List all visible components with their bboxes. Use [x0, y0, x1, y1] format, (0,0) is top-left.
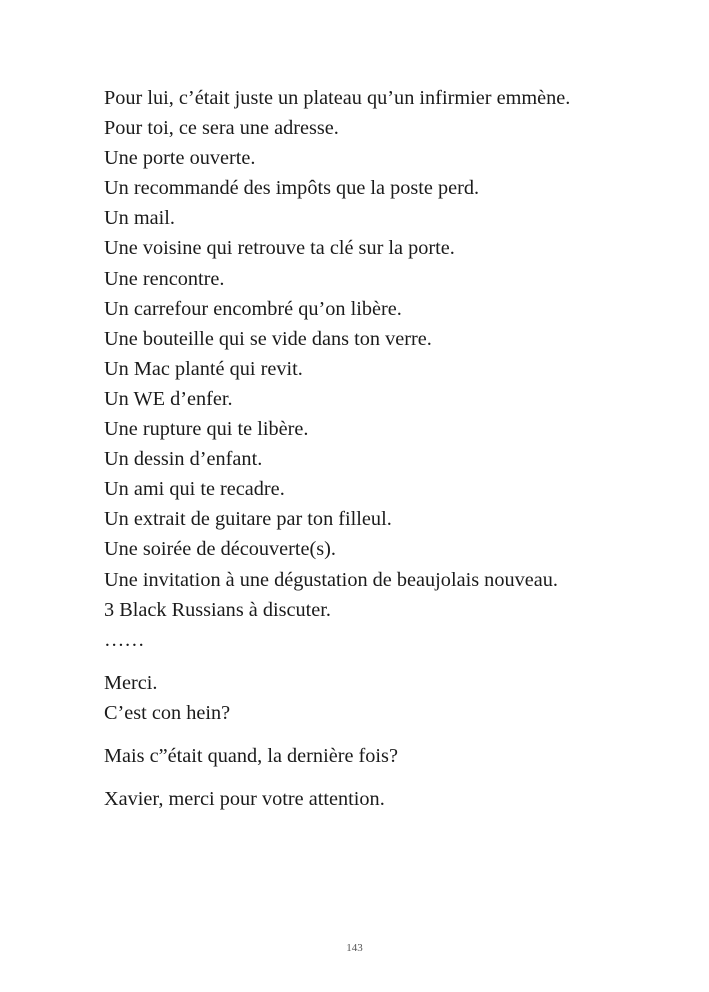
text-line: Mais c”était quand, la dernière fois? — [104, 744, 398, 767]
text-line: Un ami qui te recadre. — [104, 478, 285, 501]
text-line: Une soirée de découverte(s). — [104, 538, 336, 561]
text-line: Un recommandé des impôts que la poste perd. — [104, 177, 480, 200]
page-number: 143 — [346, 942, 363, 954]
text-line: Une rupture qui te libère. — [104, 418, 309, 441]
ellipsis-line: …… — [104, 628, 145, 651]
text-line: Une voisine qui retrouve ta clé sur la porte. — [104, 237, 455, 260]
text-line: C’est con hein? — [104, 701, 231, 724]
text-line: Pour lui, c’était juste un plateau qu’un infirmier emmène. — [104, 87, 571, 109]
text-line: Pour toi, ce sera une adresse. — [104, 117, 339, 140]
text-line: Xavier, merci pour votre attention. — [104, 788, 385, 811]
text-line: Un Mac planté qui revit. — [104, 357, 303, 380]
paragraph-question — [104, 741, 605, 771]
text-line: Une porte ouverte. — [104, 147, 256, 170]
text-line: Merci. — [104, 671, 158, 694]
text-line: Un carrefour encombré qu’on libère. — [104, 297, 402, 320]
text-line: Une bouteille qui se vide dans ton verre. — [104, 327, 432, 350]
paragraph-closing — [104, 784, 605, 814]
text-line: 3 Black Russians à discuter. — [104, 598, 332, 621]
text-line: Une invitation à une dégustation de beaujolais nouveau. — [104, 568, 558, 591]
text-line: Un mail. — [104, 207, 175, 230]
text-line: Un dessin d’enfant. — [104, 448, 263, 471]
paragraph-thanks — [104, 668, 605, 728]
text-line: Un WE d’enfer. — [104, 387, 233, 410]
paragraph-list — [104, 83, 605, 655]
page-body — [104, 83, 605, 827]
text-line: Un extrait de guitare par ton filleul. — [104, 508, 392, 531]
text-line: Une rencontre. — [104, 267, 225, 290]
